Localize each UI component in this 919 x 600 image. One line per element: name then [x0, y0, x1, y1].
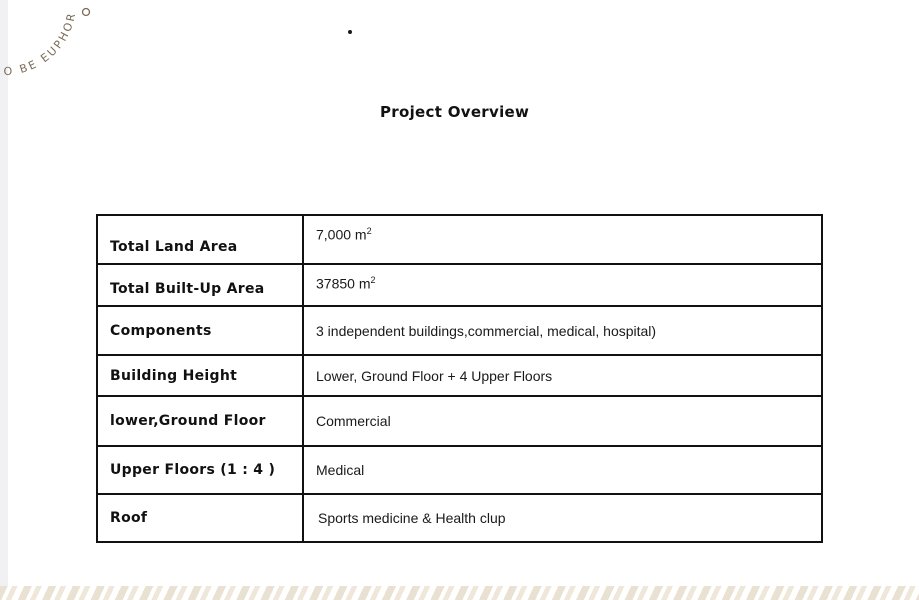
row-label: lower,Ground Floor — [97, 396, 303, 446]
table-row — [97, 494, 822, 542]
page-title: Project Overview — [380, 103, 530, 121]
brand-logo — [0, 0, 110, 90]
table-row — [97, 306, 822, 355]
table-row — [97, 396, 822, 446]
row-value: Sports medicine & Health clup — [303, 494, 822, 542]
row-value: 3 independent buildings,commercial, medical, hospital) — [303, 306, 822, 355]
svg-text:O BE EUPHOR — [3, 10, 78, 78]
dot-mark — [348, 30, 352, 34]
row-label: Roof — [97, 494, 303, 542]
unit-superscript: 2 — [370, 275, 376, 285]
table-row — [97, 264, 822, 306]
row-label: Total Built-Up Area — [97, 264, 303, 306]
row-value: Medical — [303, 446, 822, 494]
row-label: Building Height — [97, 355, 303, 396]
row-label: Components — [97, 306, 303, 355]
value-text: 37850 m — [316, 275, 371, 292]
row-label: Upper Floors (1 : 4 ) — [97, 446, 303, 494]
value-text: 7,000 m — [316, 226, 367, 243]
page-edge — [0, 0, 8, 600]
row-label: Total Land Area — [97, 215, 303, 264]
row-value — [303, 215, 822, 264]
table-row — [97, 446, 822, 494]
decorative-border — [0, 586, 919, 600]
table-row — [97, 355, 822, 396]
overview-table — [96, 214, 823, 543]
unit-superscript: 2 — [366, 226, 372, 236]
row-value: Lower, Ground Floor + 4 Upper Floors — [303, 355, 822, 396]
table-row — [97, 215, 822, 264]
logo-text: O BE EUPHOR — [3, 10, 79, 79]
row-value — [303, 264, 822, 306]
row-value: Commercial — [303, 396, 822, 446]
